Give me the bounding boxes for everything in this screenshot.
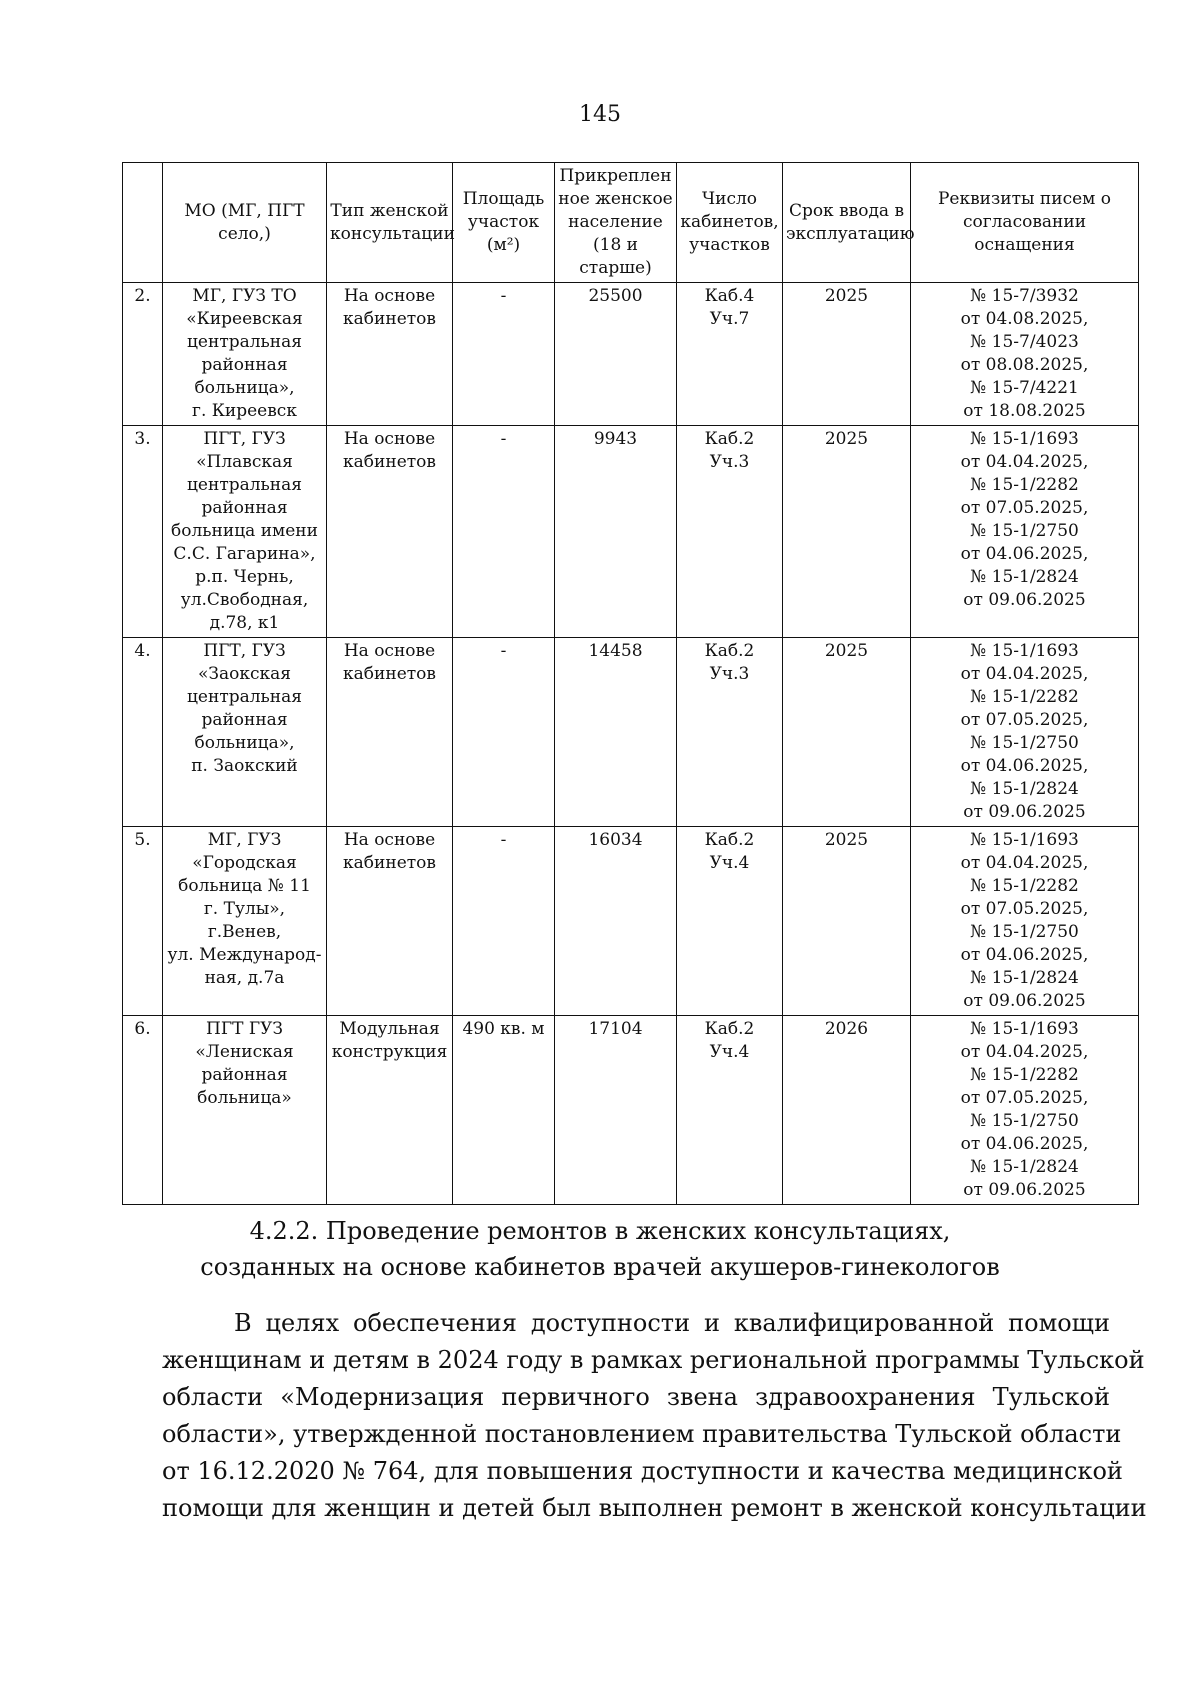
term-cell: 2025 xyxy=(783,283,911,426)
requisites-cell-line: от 04.04.2025, xyxy=(960,664,1089,684)
section-heading-line: созданных на основе кабинетов врачей акушеров-гинекологов xyxy=(200,1253,1000,1281)
requisites-cell-line: от 07.05.2025, xyxy=(960,1088,1089,1108)
requisites-cell-line: № 15-1/2824 xyxy=(970,567,1079,587)
term-cell: 2025 xyxy=(783,426,911,638)
requisites-cell-line: № 15-1/1693 xyxy=(970,429,1079,449)
type-cell xyxy=(327,283,453,426)
mo-cell xyxy=(163,1016,327,1205)
type-cell-line: конструкция xyxy=(331,1042,448,1062)
population-cell: 17104 xyxy=(555,1016,677,1205)
requisites-cell-line: № 15-1/2750 xyxy=(970,1111,1079,1131)
requisites-cell-line: от 04.04.2025, xyxy=(960,1042,1089,1062)
requisites-cell-line: от 07.05.2025, xyxy=(960,710,1089,730)
mo-cell-line: р.п. Чернь, xyxy=(195,567,294,587)
term-cell: 2026 xyxy=(783,1016,911,1205)
rooms-cell xyxy=(677,283,783,426)
mo-cell xyxy=(163,638,327,827)
row-number-cell: 3. xyxy=(123,426,163,638)
type-cell-line: кабинетов xyxy=(343,452,436,472)
mo-cell-line: районная xyxy=(201,1065,288,1085)
header-term: Срок ввода в эксплуатацию xyxy=(783,163,911,283)
mo-cell-line: больница имени xyxy=(171,521,318,541)
requisites-cell-line: от 09.06.2025 xyxy=(963,802,1086,822)
rooms-cell-line: Каб.4 xyxy=(704,286,755,306)
rooms-cell-line: Уч.4 xyxy=(709,853,750,873)
type-cell xyxy=(327,827,453,1016)
header-requisites: Реквизиты писем о согласовании оснащения xyxy=(911,163,1139,283)
header-mo: МО (МГ, ПГТ село,) xyxy=(163,163,327,283)
mo-cell-line: С.С. Гагарина», xyxy=(173,544,316,564)
requisites-cell-line: от 04.08.2025, xyxy=(960,309,1089,329)
requisites-cell xyxy=(911,283,1139,426)
requisites-cell-line: № 15-1/2750 xyxy=(970,733,1079,753)
requisites-cell-line: № 15-1/1693 xyxy=(970,830,1079,850)
table-row xyxy=(123,827,1139,1016)
requisites-cell xyxy=(911,426,1139,638)
type-cell-line: кабинетов xyxy=(343,309,436,329)
mo-cell xyxy=(163,283,327,426)
rooms-cell xyxy=(677,1016,783,1205)
type-cell-line: На основе xyxy=(343,830,436,850)
rooms-cell-line: Каб.2 xyxy=(704,1019,755,1039)
requisites-cell-line: от 09.06.2025 xyxy=(963,1180,1086,1200)
mo-cell xyxy=(163,827,327,1016)
body-line: женщинам и детям в 2024 году в рамках региональной программы Тульской xyxy=(162,1346,1145,1374)
requisites-cell-line: от 18.08.2025 xyxy=(963,401,1086,421)
header-area: Площадь участок (м²) xyxy=(453,163,555,283)
table-row xyxy=(123,283,1139,426)
rooms-cell-line: Уч.3 xyxy=(709,664,750,684)
type-cell-line: На основе xyxy=(343,641,436,661)
requisites-cell xyxy=(911,1016,1139,1205)
requisites-cell-line: № 15-1/2824 xyxy=(970,779,1079,799)
mo-cell-line: ПГТ, ГУЗ xyxy=(203,641,286,661)
requisites-cell-line: от 04.06.2025, xyxy=(960,756,1089,776)
requisites-cell-line: от 09.06.2025 xyxy=(963,590,1086,610)
mo-cell-line: районная xyxy=(201,710,288,730)
section-heading-line: 4.2.2. Проведение ремонтов в женских консультациях, xyxy=(249,1217,951,1245)
table-header-row xyxy=(123,163,1139,283)
requisites-cell-line: от 04.04.2025, xyxy=(960,452,1089,472)
mo-cell-line: районная xyxy=(201,355,288,375)
type-cell-line: Модульная xyxy=(339,1019,440,1039)
header-num xyxy=(123,163,163,283)
term-cell: 2025 xyxy=(783,638,911,827)
mo-cell-line: центральная xyxy=(187,332,302,352)
population-cell: 9943 xyxy=(555,426,677,638)
mo-cell-line: больница», xyxy=(194,733,295,753)
requisites-cell-line: № 15-1/2824 xyxy=(970,1157,1079,1177)
mo-cell xyxy=(163,426,327,638)
population-cell: 25500 xyxy=(555,283,677,426)
area-cell: - xyxy=(453,638,555,827)
mo-cell-line: больница» xyxy=(197,1088,292,1108)
body-line: В целях обеспечения доступности и квалифицированной помощи xyxy=(234,1309,1110,1337)
page-number: 145 xyxy=(579,102,621,127)
rooms-cell-line: Уч.4 xyxy=(709,1042,750,1062)
type-cell-line: кабинетов xyxy=(343,664,436,684)
requisites-cell-line: № 15-1/2750 xyxy=(970,922,1079,942)
mo-cell-line: г. Киреевск xyxy=(192,401,297,421)
body-line: от 16.12.2020 № 764, для повышения доступности и качества медицинской xyxy=(162,1457,1123,1485)
requisites-cell-line: от 04.06.2025, xyxy=(960,945,1089,965)
mo-cell-line: центральная xyxy=(187,687,302,707)
requisites-cell-line: от 04.04.2025, xyxy=(960,853,1089,873)
row-number-cell: 2. xyxy=(123,283,163,426)
mo-cell-line: больница № 11 xyxy=(178,876,311,896)
header-type: Тип женской консультации xyxy=(327,163,453,283)
mo-cell-line: «Заокская xyxy=(198,664,291,684)
population-cell: 14458 xyxy=(555,638,677,827)
table-body xyxy=(123,283,1139,1205)
area-cell: - xyxy=(453,426,555,638)
consultations-table xyxy=(122,162,1139,1205)
requisites-cell xyxy=(911,638,1139,827)
body-paragraph xyxy=(162,1305,1147,1527)
mo-cell-line: больница», xyxy=(194,378,295,398)
requisites-cell-line: от 04.06.2025, xyxy=(960,544,1089,564)
table-row xyxy=(123,426,1139,638)
mo-cell-line: «Плавская xyxy=(196,452,293,472)
type-cell-line: На основе xyxy=(343,429,436,449)
mo-cell-line: «Городская xyxy=(192,853,297,873)
type-cell xyxy=(327,426,453,638)
requisites-cell-line: от 08.08.2025, xyxy=(960,355,1089,375)
requisites-cell-line: № 15-1/2282 xyxy=(970,1065,1079,1085)
rooms-cell-line: Каб.2 xyxy=(704,830,755,850)
mo-cell-line: ная, д.7а xyxy=(204,968,285,988)
section-heading xyxy=(0,1213,1200,1285)
type-cell xyxy=(327,638,453,827)
type-cell-line: На основе xyxy=(343,286,436,306)
body-line: помощи для женщин и детей был выполнен ремонт в женской консультации xyxy=(162,1494,1147,1522)
mo-cell-line: МГ, ГУЗ xyxy=(207,830,282,850)
requisites-cell-line: от 09.06.2025 xyxy=(963,991,1086,1011)
requisites-cell-line: № 15-1/2824 xyxy=(970,968,1079,988)
mo-cell-line: ПГТ ГУЗ xyxy=(206,1019,283,1039)
mo-cell-line: районная xyxy=(201,498,288,518)
mo-cell-line: д.78, к1 xyxy=(209,613,280,633)
requisites-cell-line: № 15-1/1693 xyxy=(970,1019,1079,1039)
rooms-cell xyxy=(677,426,783,638)
rooms-cell xyxy=(677,827,783,1016)
rooms-cell-line: Уч.3 xyxy=(709,452,750,472)
mo-cell-line: «Лениская xyxy=(195,1042,294,1062)
mo-cell-line: п. Заокский xyxy=(191,756,298,776)
requisites-cell-line: от 07.05.2025, xyxy=(960,498,1089,518)
requisites-cell-line: № 15-7/4023 xyxy=(970,332,1079,352)
row-number-cell: 4. xyxy=(123,638,163,827)
requisites-cell-line: от 07.05.2025, xyxy=(960,899,1089,919)
header-rooms: Число кабинетов, участков xyxy=(677,163,783,283)
rooms-cell xyxy=(677,638,783,827)
header-population: Прикреплен ное женское население (18 и старше) xyxy=(555,163,677,283)
mo-cell-line: ул.Свободная, xyxy=(180,590,309,610)
term-cell: 2025 xyxy=(783,827,911,1016)
rooms-cell-line: Уч.7 xyxy=(709,309,750,329)
requisites-cell-line: № 15-1/2282 xyxy=(970,687,1079,707)
rooms-cell-line: Каб.2 xyxy=(704,429,755,449)
table-row xyxy=(123,638,1139,827)
area-cell: - xyxy=(453,827,555,1016)
requisites-cell-line: № 15-1/1693 xyxy=(970,641,1079,661)
requisites-cell-line: № 15-7/4221 xyxy=(970,378,1079,398)
mo-cell-line: ПГТ, ГУЗ xyxy=(203,429,286,449)
body-line: области», утвержденной постановлением правительства Тульской области xyxy=(162,1420,1122,1448)
area-cell: 490 кв. м xyxy=(453,1016,555,1205)
table-row xyxy=(123,1016,1139,1205)
body-line: области «Модернизация первичного звена здравоохранения Тульской xyxy=(162,1383,1110,1411)
mo-cell-line: г. Тулы», г.Венев, xyxy=(203,899,286,942)
area-cell: - xyxy=(453,283,555,426)
type-cell xyxy=(327,1016,453,1205)
requisites-cell-line: № 15-7/3932 xyxy=(970,286,1079,306)
requisites-cell-line: от 04.06.2025, xyxy=(960,1134,1089,1154)
requisites-cell-line: № 15-1/2282 xyxy=(970,475,1079,495)
mo-cell-line: ул. Международ- xyxy=(167,945,322,965)
rooms-cell-line: Каб.2 xyxy=(704,641,755,661)
mo-cell-line: «Киреевская xyxy=(186,309,303,329)
mo-cell-line: центральная xyxy=(187,475,302,495)
requisites-cell-line: № 15-1/2750 xyxy=(970,521,1079,541)
requisites-cell xyxy=(911,827,1139,1016)
requisites-cell-line: № 15-1/2282 xyxy=(970,876,1079,896)
mo-cell-line: МГ, ГУЗ ТО xyxy=(192,286,297,306)
population-cell: 16034 xyxy=(555,827,677,1016)
row-number-cell: 6. xyxy=(123,1016,163,1205)
row-number-cell: 5. xyxy=(123,827,163,1016)
type-cell-line: кабинетов xyxy=(343,853,436,873)
